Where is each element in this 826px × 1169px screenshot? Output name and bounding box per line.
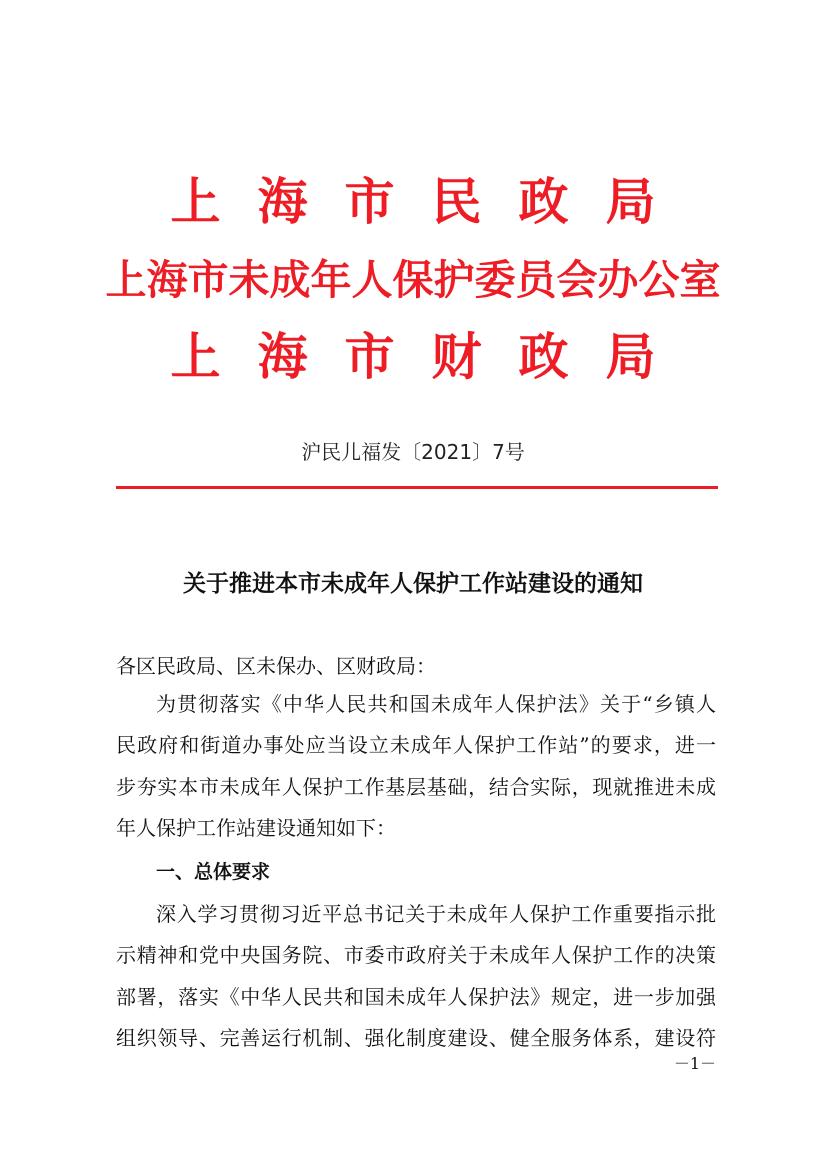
red-divider-line [116,486,718,489]
issuer-shanghai-finance: 上海市财政局 [170,327,693,386]
section-heading-general-requirements: 一、总体要求 [156,861,271,883]
section-1-line-1: 深入学习贯彻习近平总书记关于未成年人保护工作重要指示批 [156,902,716,926]
document-title: 关于推进本市未成年人保护工作站建设的通知 [183,570,643,597]
intro-line-3: 步夯实本市未成年人保护工作基层基础，结合实际，现就推进未成 [116,775,716,799]
page-number: －1－ [673,1054,716,1073]
issuer-minor-protection-office: 上海市未成年人保护委员会办公室 [105,256,721,304]
addressee: 各区民政局、区未保办、区财政局： [116,654,436,678]
section-1-line-2: 示精神和党中央国务院、市委市政府关于未成年人保护工作的决策 [116,943,716,967]
section-1-line-4: 组织领导、完善运行机制、强化制度建设、健全服务体系，建设符 [116,1026,716,1050]
intro-line-2: 民政府和街道办事处应当设立未成年人保护工作站”的要求，进一 [116,733,716,757]
document-number: 沪民儿福发〔2021〕7号 [301,440,525,464]
intro-line-4: 年人保护工作站建设通知如下： [116,816,396,840]
issuer-shanghai-civil-affairs: 上海市民政局 [170,172,693,231]
section-1-line-3: 部署，落实《中华人民共和国未成年人保护法》规定，进一步加强 [116,985,716,1009]
intro-line-1: 为贯彻落实《中华人民共和国未成年人保护法》关于“乡镇人 [156,692,716,716]
